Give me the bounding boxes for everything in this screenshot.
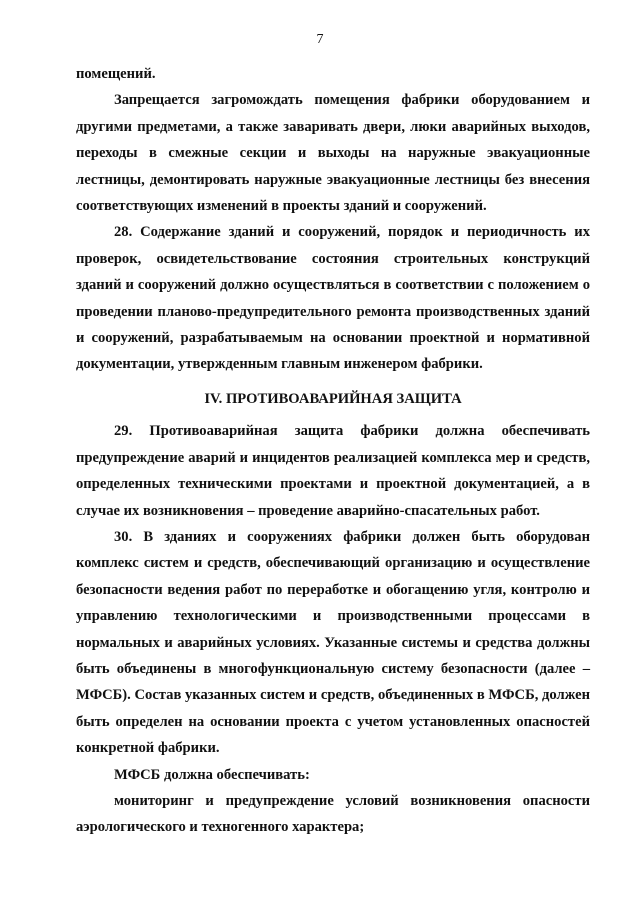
- paragraph-28: 28. Содержание зданий и сооружений, порядок и периодичность их проверок, освидетельствование состояния строительных конструкций зданий и сооружений должно осуществляться в соответствии с положением о проведении планово-предупредительного ремонта производственных зданий и сооружений, разрабатываемым на основании проектной и нормативной документации, утвержденным главным инженером фабрики.: [76, 224, 590, 373]
- paragraph-29: 29. Противоаварийная защита фабрики должна обеспечивать предупреждение аварий и инцидентов реализацией комплекса мер и средств, определенных техническими проектами и проектной документацией, а в случае их возникновения – проведение аварийно-спасательных работ.: [76, 423, 590, 519]
- page-number: 7: [316, 32, 324, 47]
- paragraph-mfsb-item: мониторинг и предупреждение условий возникновения опасности аэрологического и техногенного характера;: [76, 792, 590, 836]
- paragraph-mfsb-intro: МФСБ должна обеспечивать:: [114, 766, 310, 783]
- document-body: [76, 61, 590, 841]
- section-heading: IV. ПРОТИВОАВАРИЙНАЯ ЗАЩИТА: [204, 390, 462, 407]
- paragraph-prohibition: Запрещается загромождать помещения фабрики оборудованием и другими предметами, а также заваривать двери, люки аварийных выходов, переходы в смежные секции и выходы на наружные эвакуационные лестницы, демонтировать наружные эвакуационные лестницы без внесения соответствующих изменений в проекты зданий и сооружений.: [76, 92, 590, 215]
- paragraph-continuation: помещений.: [76, 66, 156, 82]
- paragraph-30: 30. В зданиях и сооружениях фабрики должен быть оборудован комплекс систем и средств, обеспечивающий организацию и осуществление безопасности ведения работ по переработке и обогащению угля, контролю и управлению технологическими и производственными процессами в нормальных и аварийных условиях. Указанные системы и средства должны быть объединены в многофункциональную систему безопасности (далее – МФСБ). Состав указанных систем и средств, объединенных в МФСБ, должен быть определен на основании проекта с учетом установленных опасностей конкретной фабрики.: [76, 528, 590, 757]
